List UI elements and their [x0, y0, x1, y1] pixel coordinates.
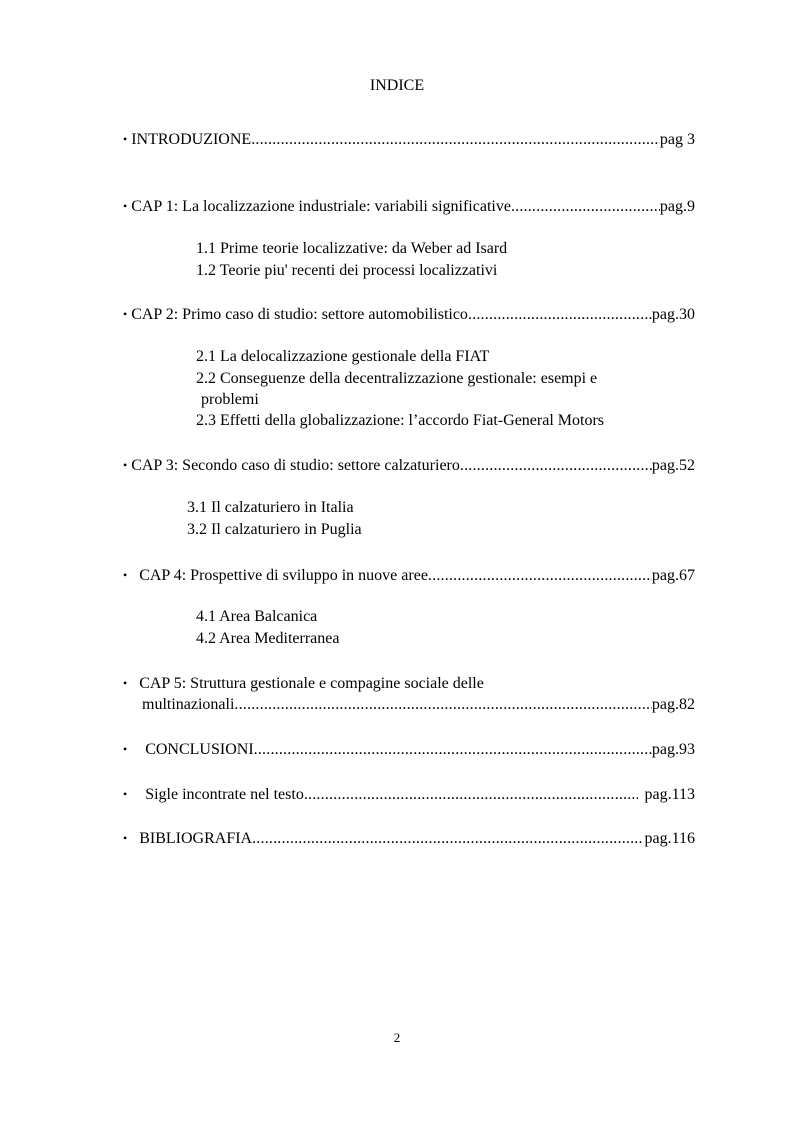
toc-subentry-3-2[interactable]: 3.2 Il calzaturiero in Puglia [187, 521, 362, 538]
toc-entry-page: pag 3 [659, 131, 695, 148]
toc-subentry-4-2[interactable]: 4.2 Area Mediterranea [196, 630, 340, 647]
toc-entry-cap3[interactable] [123, 456, 695, 476]
toc-entry-page: pag.30 [651, 306, 695, 323]
leader-dots [511, 197, 660, 217]
bullet-icon: • [123, 307, 128, 321]
toc-entry-label: CAP 2: Primo caso di studio: settore automobilistico [131, 306, 468, 323]
page-title: INDICE [369, 77, 425, 94]
toc-entry-label: CAP 3: Secondo caso di studio: settore calzaturiero [131, 457, 460, 474]
toc-entry-cap4[interactable] [123, 566, 695, 586]
toc-entry-bibliografia[interactable] [123, 829, 695, 849]
toc-entry-cap1[interactable] [123, 197, 695, 217]
toc-entry-label: INTRODUZIONE [131, 131, 252, 148]
toc-entry-introduzione[interactable] [123, 130, 695, 150]
toc-entry-page: pag.93 [651, 741, 695, 758]
bullet-icon: • [123, 199, 128, 213]
toc-entry-page: pag.9 [659, 198, 695, 215]
toc-entry-label: CAP 5: Struttura gestionale e compagine sociale delle [139, 675, 484, 692]
toc-subentry-2-1[interactable]: 2.1 La delocalizzazione gestionale della FIAT [196, 348, 490, 365]
toc-subentry-2-3[interactable]: 2.3 Effetti della globalizzazione: l’accordo Fiat-General Motors [196, 412, 604, 429]
bullet-icon: • [123, 831, 128, 845]
toc-entry-page: pag.52 [651, 457, 695, 474]
toc-entry-label: CONCLUSIONI [145, 741, 254, 758]
toc-subentry-3-1[interactable]: 3.1 Il calzaturiero in Italia [187, 499, 354, 516]
toc-entry-label: CAP 1: La localizzazione industriale: variabili significative [131, 198, 511, 215]
toc-entry-label: Sigle incontrate nel testo [145, 786, 304, 803]
leader-dots [252, 829, 644, 849]
toc-entry-label: BIBLIOGRAFIA [139, 830, 253, 847]
leader-dots [468, 305, 652, 325]
toc-subentry-2-2[interactable]: 2.2 Conseguenze della decentralizzazione gestionale: esempi e [196, 370, 598, 387]
toc-entry-cap5-line1[interactable] [123, 674, 484, 694]
toc-subentry-4-1[interactable]: 4.1 Area Balcanica [196, 608, 318, 625]
bullet-icon: • [123, 458, 128, 472]
toc-subentry-2-2-cont: problemi [201, 391, 259, 408]
bullet-icon: • [123, 132, 128, 146]
bullet-icon: • [123, 787, 128, 801]
toc-entry-page: pag.67 [651, 567, 695, 584]
toc-entry-label: multinazionali [142, 696, 235, 713]
leader-dots [251, 130, 660, 150]
bullet-icon: • [123, 568, 128, 582]
toc-subentry-1-1[interactable]: 1.1 Prime teorie localizzative: da Weber ad Isard [196, 240, 508, 257]
toc-entry-sigle[interactable] [123, 785, 695, 805]
toc-entry-conclusioni[interactable] [123, 740, 695, 760]
toc-entry-page: pag.113 [644, 786, 695, 803]
leader-dots [254, 740, 652, 760]
leader-dots [234, 695, 651, 715]
leader-dots [428, 566, 652, 586]
toc-entry-page: pag.116 [644, 830, 695, 847]
bullet-icon: • [123, 742, 128, 756]
toc-entry-label: CAP 4: Prospettive di sviluppo in nuove aree [139, 567, 428, 584]
bullet-icon: • [123, 676, 128, 690]
leader-dots [304, 785, 639, 805]
toc-entry-cap5-line2[interactable] [142, 695, 695, 715]
toc-entry-page: pag.82 [651, 696, 695, 713]
toc-subentry-1-2[interactable]: 1.2 Teorie piu' recenti dei processi localizzativi [196, 262, 498, 279]
page-number: 2 [393, 1030, 401, 1045]
leader-dots [460, 456, 652, 476]
toc-entry-cap2[interactable] [123, 305, 695, 325]
